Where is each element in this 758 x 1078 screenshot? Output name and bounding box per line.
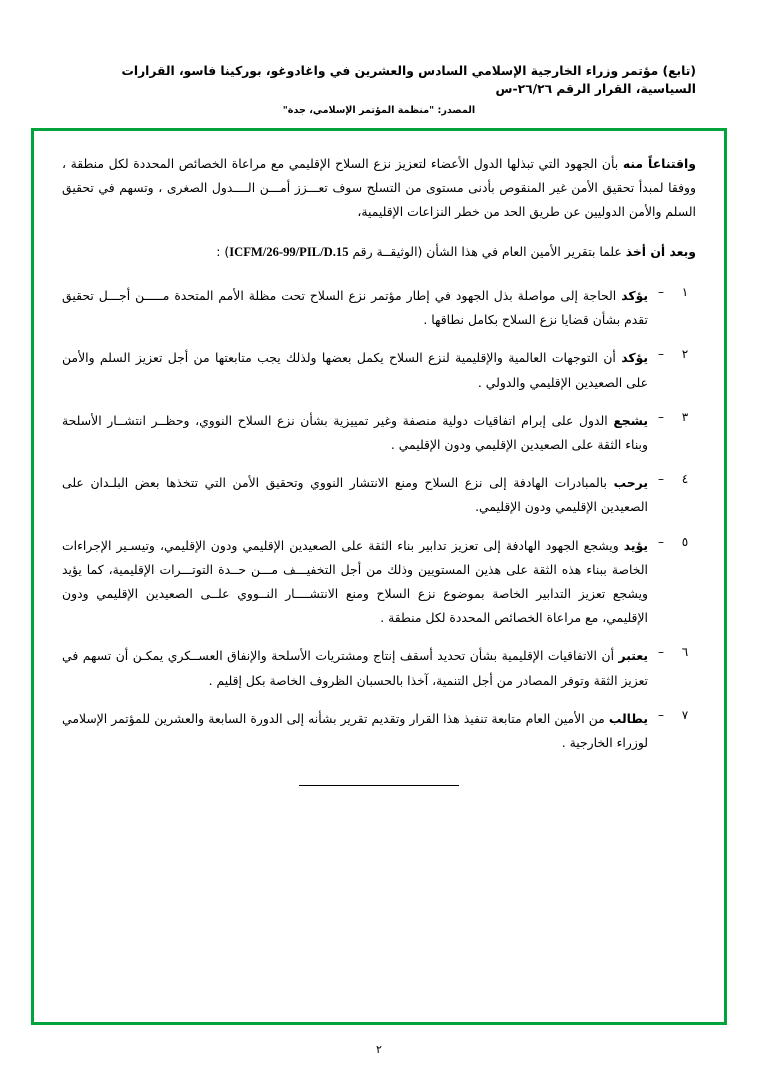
list-item-number: ٥	[681, 534, 689, 549]
list-item-text: أن الاتفاقيات الإقليمية بشأن تحديد أسقف إنتاج ومشتريات الأسلحة والإنفاق العســكري يمكـن أن تسهم في تعزيز الثقة وتوفر المصادر من أجل التنمية، آخذا بالحسبان الظروف الخاصة بكل إقليم .	[62, 648, 648, 688]
list-item-body	[62, 471, 648, 519]
page-number: ٢	[376, 1043, 382, 1056]
list-item-body	[62, 534, 648, 631]
list-item-dash: –	[658, 534, 664, 549]
list-item-number: ٤	[681, 472, 689, 487]
list-item-number: ٦	[681, 645, 689, 660]
document-header	[0, 62, 758, 116]
list-item-dash: –	[658, 347, 664, 362]
list-item-body	[62, 707, 648, 755]
section-divider	[299, 785, 459, 786]
list-item-number: ٧	[681, 707, 689, 722]
list-item-dash: –	[658, 645, 664, 660]
list-item-text: من الأمين العام متابعة تنفيذ هذا القرار وتقديم تقرير بشأنه إلى الدورة السابعة والعشرين للمؤتمر الإسلامي لوزراء الخارجية .	[62, 710, 648, 750]
paragraph-reference-text-after: ) :	[216, 243, 230, 259]
list-item	[62, 284, 696, 332]
list-item	[62, 644, 696, 692]
list-item-body	[62, 409, 648, 457]
list-item-number: ١	[681, 285, 689, 300]
list-item	[62, 707, 696, 755]
list-item-dash: –	[658, 285, 664, 300]
list-item-body	[62, 346, 648, 394]
list-item-body	[62, 284, 648, 332]
list-item-lead: يعتبر	[618, 648, 648, 664]
header-source: المصدر: "منظمة المؤتمر الإسلامي، جدة"	[282, 104, 476, 116]
paragraph-reference-text-before: علما بتقرير الأمين العام في هذا الشأن (الوثيقــة رقم	[348, 243, 626, 259]
list-item-text: أن التوجهات العالمية والإقليمية لنزع السلاح يكمل بعضها ولذلك يجب متابعتها من أجل تعزيز السلم والأمن على الصعيدين الإقليمي والدولي .	[62, 350, 648, 390]
list-item-text: بالمبادرات الهادفة إلى نزع السلاح ومنع الانتشار النووي وتحقيق الأمن التي تتخذها بعض البلـدان على الصعيدين الإقليمي ودون الإقليمي.	[62, 475, 648, 515]
list-item-number: ٢	[681, 347, 689, 362]
resolution-clause-list	[62, 284, 696, 755]
list-item	[62, 534, 696, 631]
list-item-body	[62, 644, 648, 692]
document-body	[62, 152, 696, 786]
paragraph-conviction	[62, 152, 696, 225]
paragraph-conviction-lead: واقتناعاً منه	[622, 156, 696, 171]
list-item-lead: يرحب	[613, 475, 648, 491]
paragraph-reference-lead: وبعد أن أخذ	[625, 243, 696, 259]
list-item-lead: يشجع	[613, 412, 648, 428]
list-item-lead: يؤكد	[621, 288, 648, 304]
list-item-number: ٣	[681, 409, 689, 424]
list-item	[62, 409, 696, 457]
list-item-dash: –	[658, 707, 664, 722]
document-reference-code: ICFM/26-99/PIL/D.15	[229, 244, 349, 259]
list-item-text: ويشجع الجهود الهادفة إلى تعزيز تدابير بناء الثقة على الصعيدين الإقليمي ودون الإقليمي، وتيسـير الإجراءات الخاصة ببناء هذه الثقة على هذين المستويين وذلك من أجل التخفيـــف مـــن حــدة التوتـــرات الإقليمية، كما يؤيد ويشجع تعزيز التدابير الخاصة بموضوع نزع السلاح ومنع الانتشــــار النــووي علــى الصعيدين الإقليمي ودون الإقليمي، مع مراعاة الخصائص المحددة لكل منطقة .	[62, 537, 648, 626]
paragraph-conviction-text: بأن الجهود التي تبذلها الدول الأعضاء لتعزيز نزع السلاح الإقليمي مع مراعاة الخصائص المحددة لكل منطقة ، ووفقا لمبدأ تحقيق الأمن غير المنقوص بأدنى مستوى من التسلح سوف تعـــزز أمـــن الــــدول الصغرى ، وتسهم في تحقيق السلم والأمن الدوليين عن طريق الحد من خطر النزاعات الإقليمية،	[62, 156, 696, 220]
list-item	[62, 346, 696, 394]
list-item-lead: يؤكد	[621, 350, 648, 366]
list-item-text: الدول على إبرام اتفاقيات دولية منصفة وغير تمييزية بشأن نزع السلاح النووي، وحظــر انتشــار الأسلحة وبناء الثقة على الصعيدين الإقليمي ودون الإقليمي .	[62, 412, 648, 453]
list-item-text: الحاجة إلى مواصلة بذل الجهود في إطار مؤتمر نزع السلاح تحت مظلة الأمم المتحدة مـــــن أجـــل تحقيق تقدم بشأن قضايا نزع السلاح بكامل نطاقها .	[62, 288, 648, 328]
list-item-dash: –	[658, 409, 664, 424]
list-item	[62, 471, 696, 519]
list-item-lead: يؤيد	[623, 537, 648, 553]
paragraph-document-reference	[62, 240, 696, 265]
header-title: (تابع) مؤتمر وزراء الخارجية الإسلامي السادس والعشرين في واغادوغو، بوركينا فاسو، القرارات السياسية، القرار الرقم ٢٦/٢٦-س	[121, 64, 696, 97]
list-item-lead: يطالب	[608, 710, 648, 726]
list-item-dash: –	[658, 472, 664, 487]
